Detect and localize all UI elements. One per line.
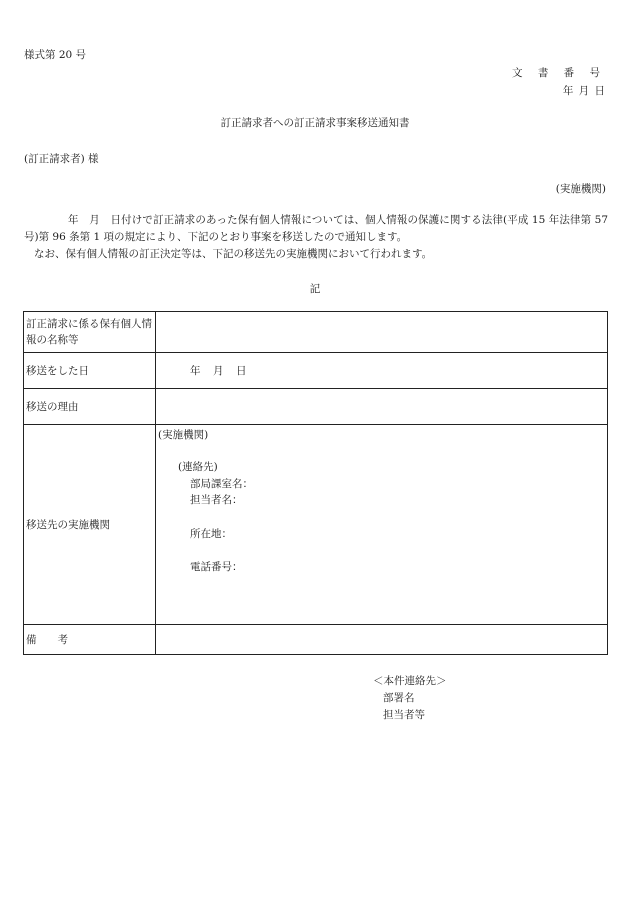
row-label-remarks: 備 考: [24, 625, 156, 655]
contact-person: 担当者等: [383, 709, 425, 721]
table-row: [24, 625, 608, 655]
destination-address: 所在地：: [190, 528, 232, 540]
transfer-details-table: [23, 311, 608, 655]
form-number: 様式第 20 号: [24, 49, 87, 61]
document-title: 訂正請求者への訂正請求事案移送通知書: [220, 117, 410, 129]
ki-heading: 記: [309, 283, 321, 295]
table-row: [24, 425, 608, 625]
destination-department: 部局課室名：: [190, 478, 253, 490]
row-value-transfer-reason: [156, 389, 608, 425]
table-row: [24, 389, 608, 425]
destination-person: 担当者名：: [190, 494, 243, 506]
table-row: [24, 312, 608, 353]
row-value-transfer-date: 年 月 日: [156, 353, 608, 389]
contact-block: [373, 673, 447, 724]
destination-phone: 電話番号：: [190, 561, 243, 573]
row-label-destination: 移送先の実施機関: [24, 425, 156, 625]
notice-body: [24, 212, 608, 263]
contact-heading: ＜本件連絡先＞: [373, 675, 447, 687]
destination-contact: (連絡先): [178, 461, 218, 473]
row-value-remarks: [156, 625, 608, 655]
table-row: [24, 353, 608, 389]
row-label-transfer-reason: 移送の理由: [24, 389, 156, 425]
document-number-label: 文 書 番 号: [511, 67, 606, 79]
contact-department: 部署名: [383, 692, 415, 704]
sender-agency: (実施機関): [555, 183, 606, 195]
row-label-transfer-date: 移送をした日: [24, 353, 156, 389]
notice-paragraph-2: なお、保有個人情報の訂正決定等は、下記の移送先の実施機関において行われます。: [34, 248, 433, 260]
destination-agency: (実施機関): [158, 429, 209, 441]
notice-paragraph-1: 年 月 日付けで訂正請求のあった保有個人情報については、個人情報の保護に関する法律(平成 15 年法律第 57 号)第 96 条第 1 項の規定により、下記のとおり事案を移送したので通知します。: [24, 214, 608, 243]
row-value-info-name: [156, 312, 608, 353]
row-value-destination: [156, 425, 608, 625]
addressee: (訂正請求者) 様: [24, 153, 99, 165]
row-label-info-name: 訂正請求に係る保有個人情報の名称等: [24, 312, 156, 353]
document-date-label: 年 月 日: [562, 85, 606, 97]
